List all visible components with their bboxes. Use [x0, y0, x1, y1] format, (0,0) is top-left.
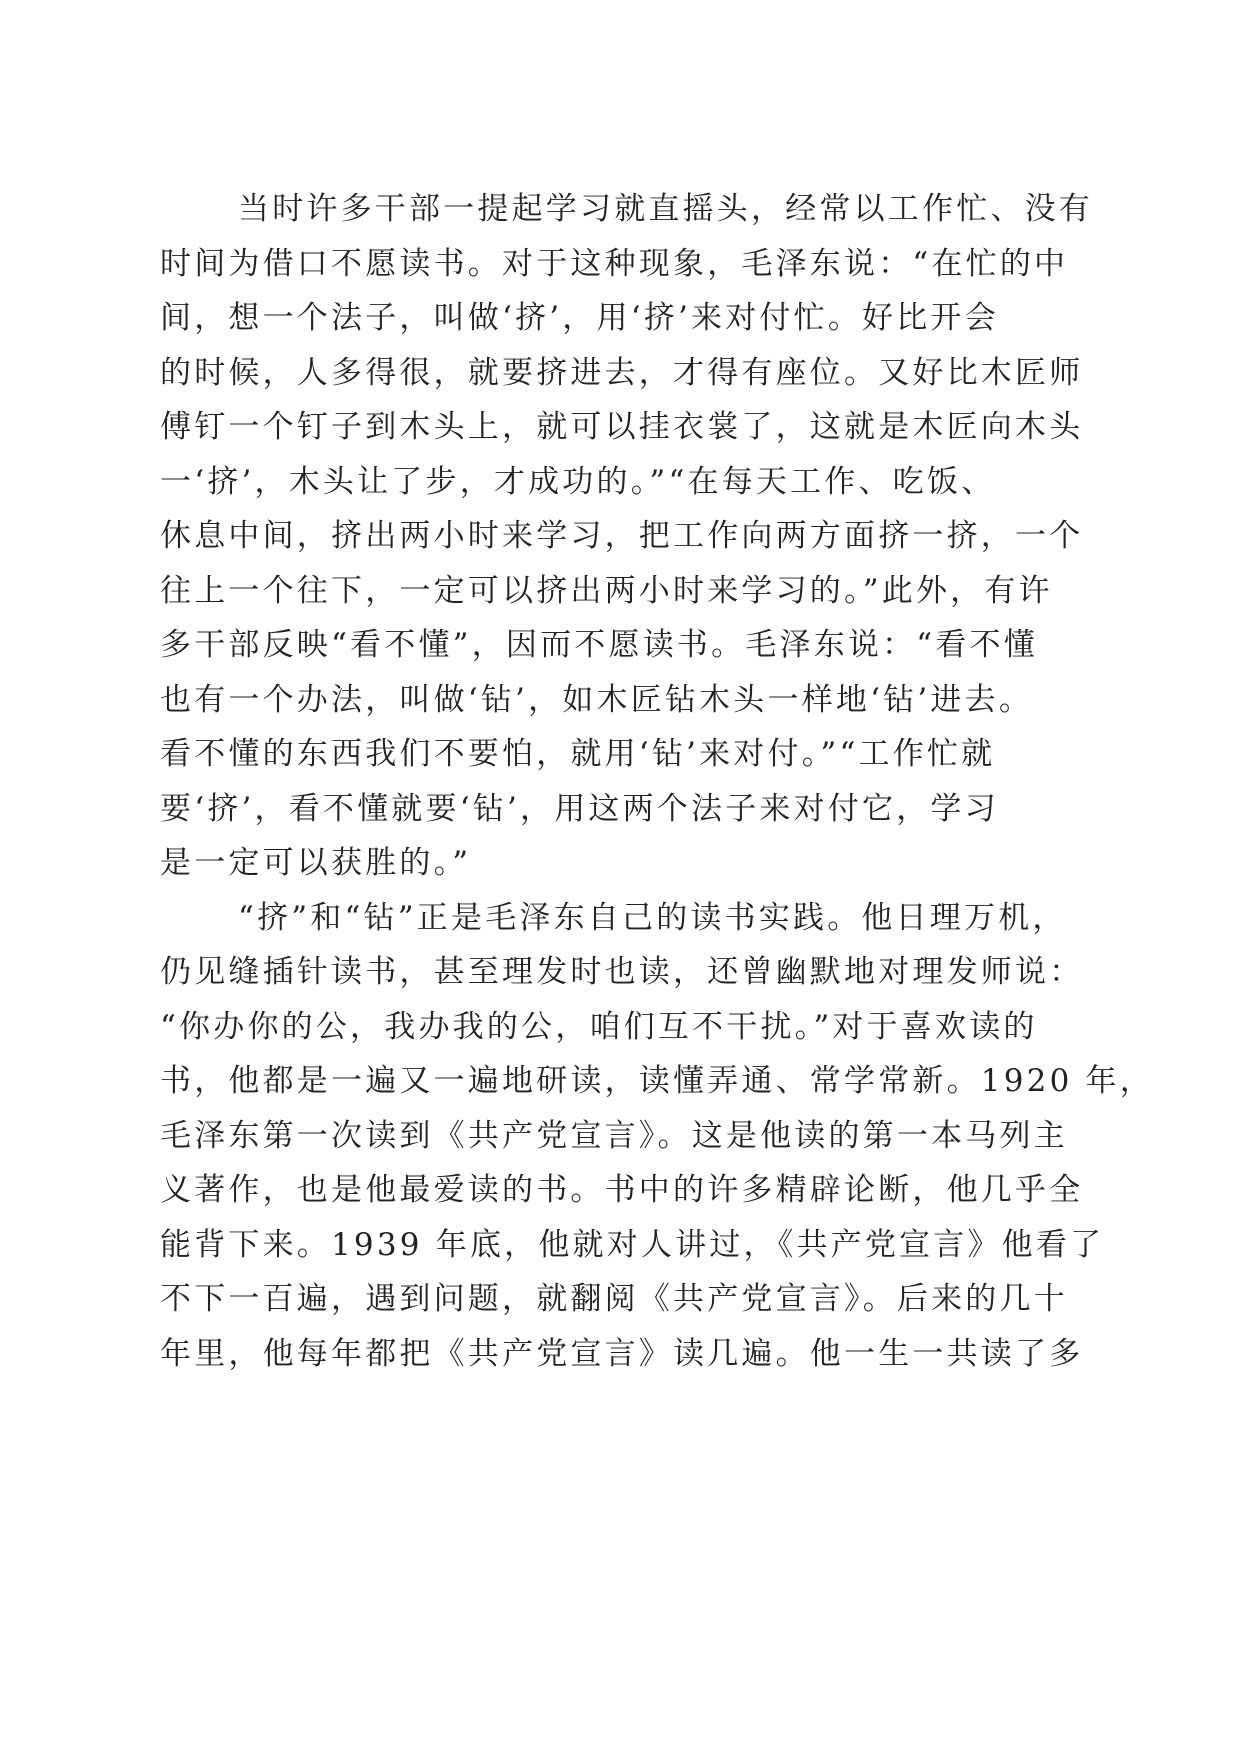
text-line: “你办你的公，我办我的公，咱们互不干扰。”对于喜欢读的 [160, 1008, 1038, 1045]
text-line: 也有一个办法，叫做‘钻’，如木匠钻木头一样地‘钻’进去。 [160, 681, 1034, 718]
text-line: 年里，他每年都把《共产党宣言》读几遍。他一生一共读了多 [160, 1335, 1084, 1372]
text-line: 一‘挤’，木头让了步，才成功的。”“在每天工作、吃饭、 [160, 463, 996, 500]
text-line: 傅钉一个钉子到木头上，就可以挂衣裳了，这就是木匠向木头 [160, 409, 1084, 445]
text-line: 看不懂的东西我们不要怕，就用‘钻’来对付。”“工作忙就 [160, 736, 996, 772]
text-line: 往上一个往下，一定可以挤出两小时来学习的。”此外，有许 [160, 572, 1053, 609]
paragraph-2 [160, 891, 1154, 1382]
text-line: 不下一百遍，遇到问题，就翻阅《共产党宣言》。后来的几十 [160, 1281, 1068, 1317]
text-line: 要‘挤’，看不懂就要‘钻’，用这两个法子来对付它，学习 [160, 790, 999, 827]
text-line: “挤”和“钻”正是毛泽东自己的读书实践。他日理万机， [238, 899, 1067, 936]
text-line: 当时许多干部一提起学习就直摇头，经常以工作忙、没有 [238, 191, 1093, 227]
text-line: 能背下来。1939 年底，他就对人讲过，《共产党宣言》他看了 [160, 1226, 1105, 1263]
text-line: 书，他都是一遍又一遍地研读，读懂弄通、常学常新。1920 年， [160, 1063, 1154, 1099]
text-line: 间，想一个法子，叫做‘挤’，用‘挤’来对付忙。好比开会 [160, 300, 999, 336]
text-line: 时间为借口不愿读书。对于这种现象，毛泽东说：“在忙的中 [160, 245, 1069, 282]
text-line: 是一定可以获胜的。” [160, 845, 472, 881]
text-line: 仍见缝插针读书，甚至理发时也读，还曾幽默地对理发师说： [160, 954, 1084, 990]
text-line: 毛泽东第一次读到《共产党宣言》。这是他读的第一本马列主 [160, 1117, 1068, 1154]
text-line: 多干部反映“看不懂”，因而不愿读书。毛泽东说：“看不懂 [160, 627, 1038, 663]
document-body [160, 182, 1154, 1381]
text-line: 义著作，也是他最爱读的书。书中的许多精辟论断，他几乎全 [160, 1172, 1084, 1208]
text-line: 休息中间，挤出两小时来学习，把工作向两方面挤一挤，一个 [160, 518, 1084, 554]
text-line: 的时候，人多得很，就要挤进去，才得有座位。又好比木匠师 [160, 354, 1084, 391]
paragraph-1 [160, 182, 1095, 891]
